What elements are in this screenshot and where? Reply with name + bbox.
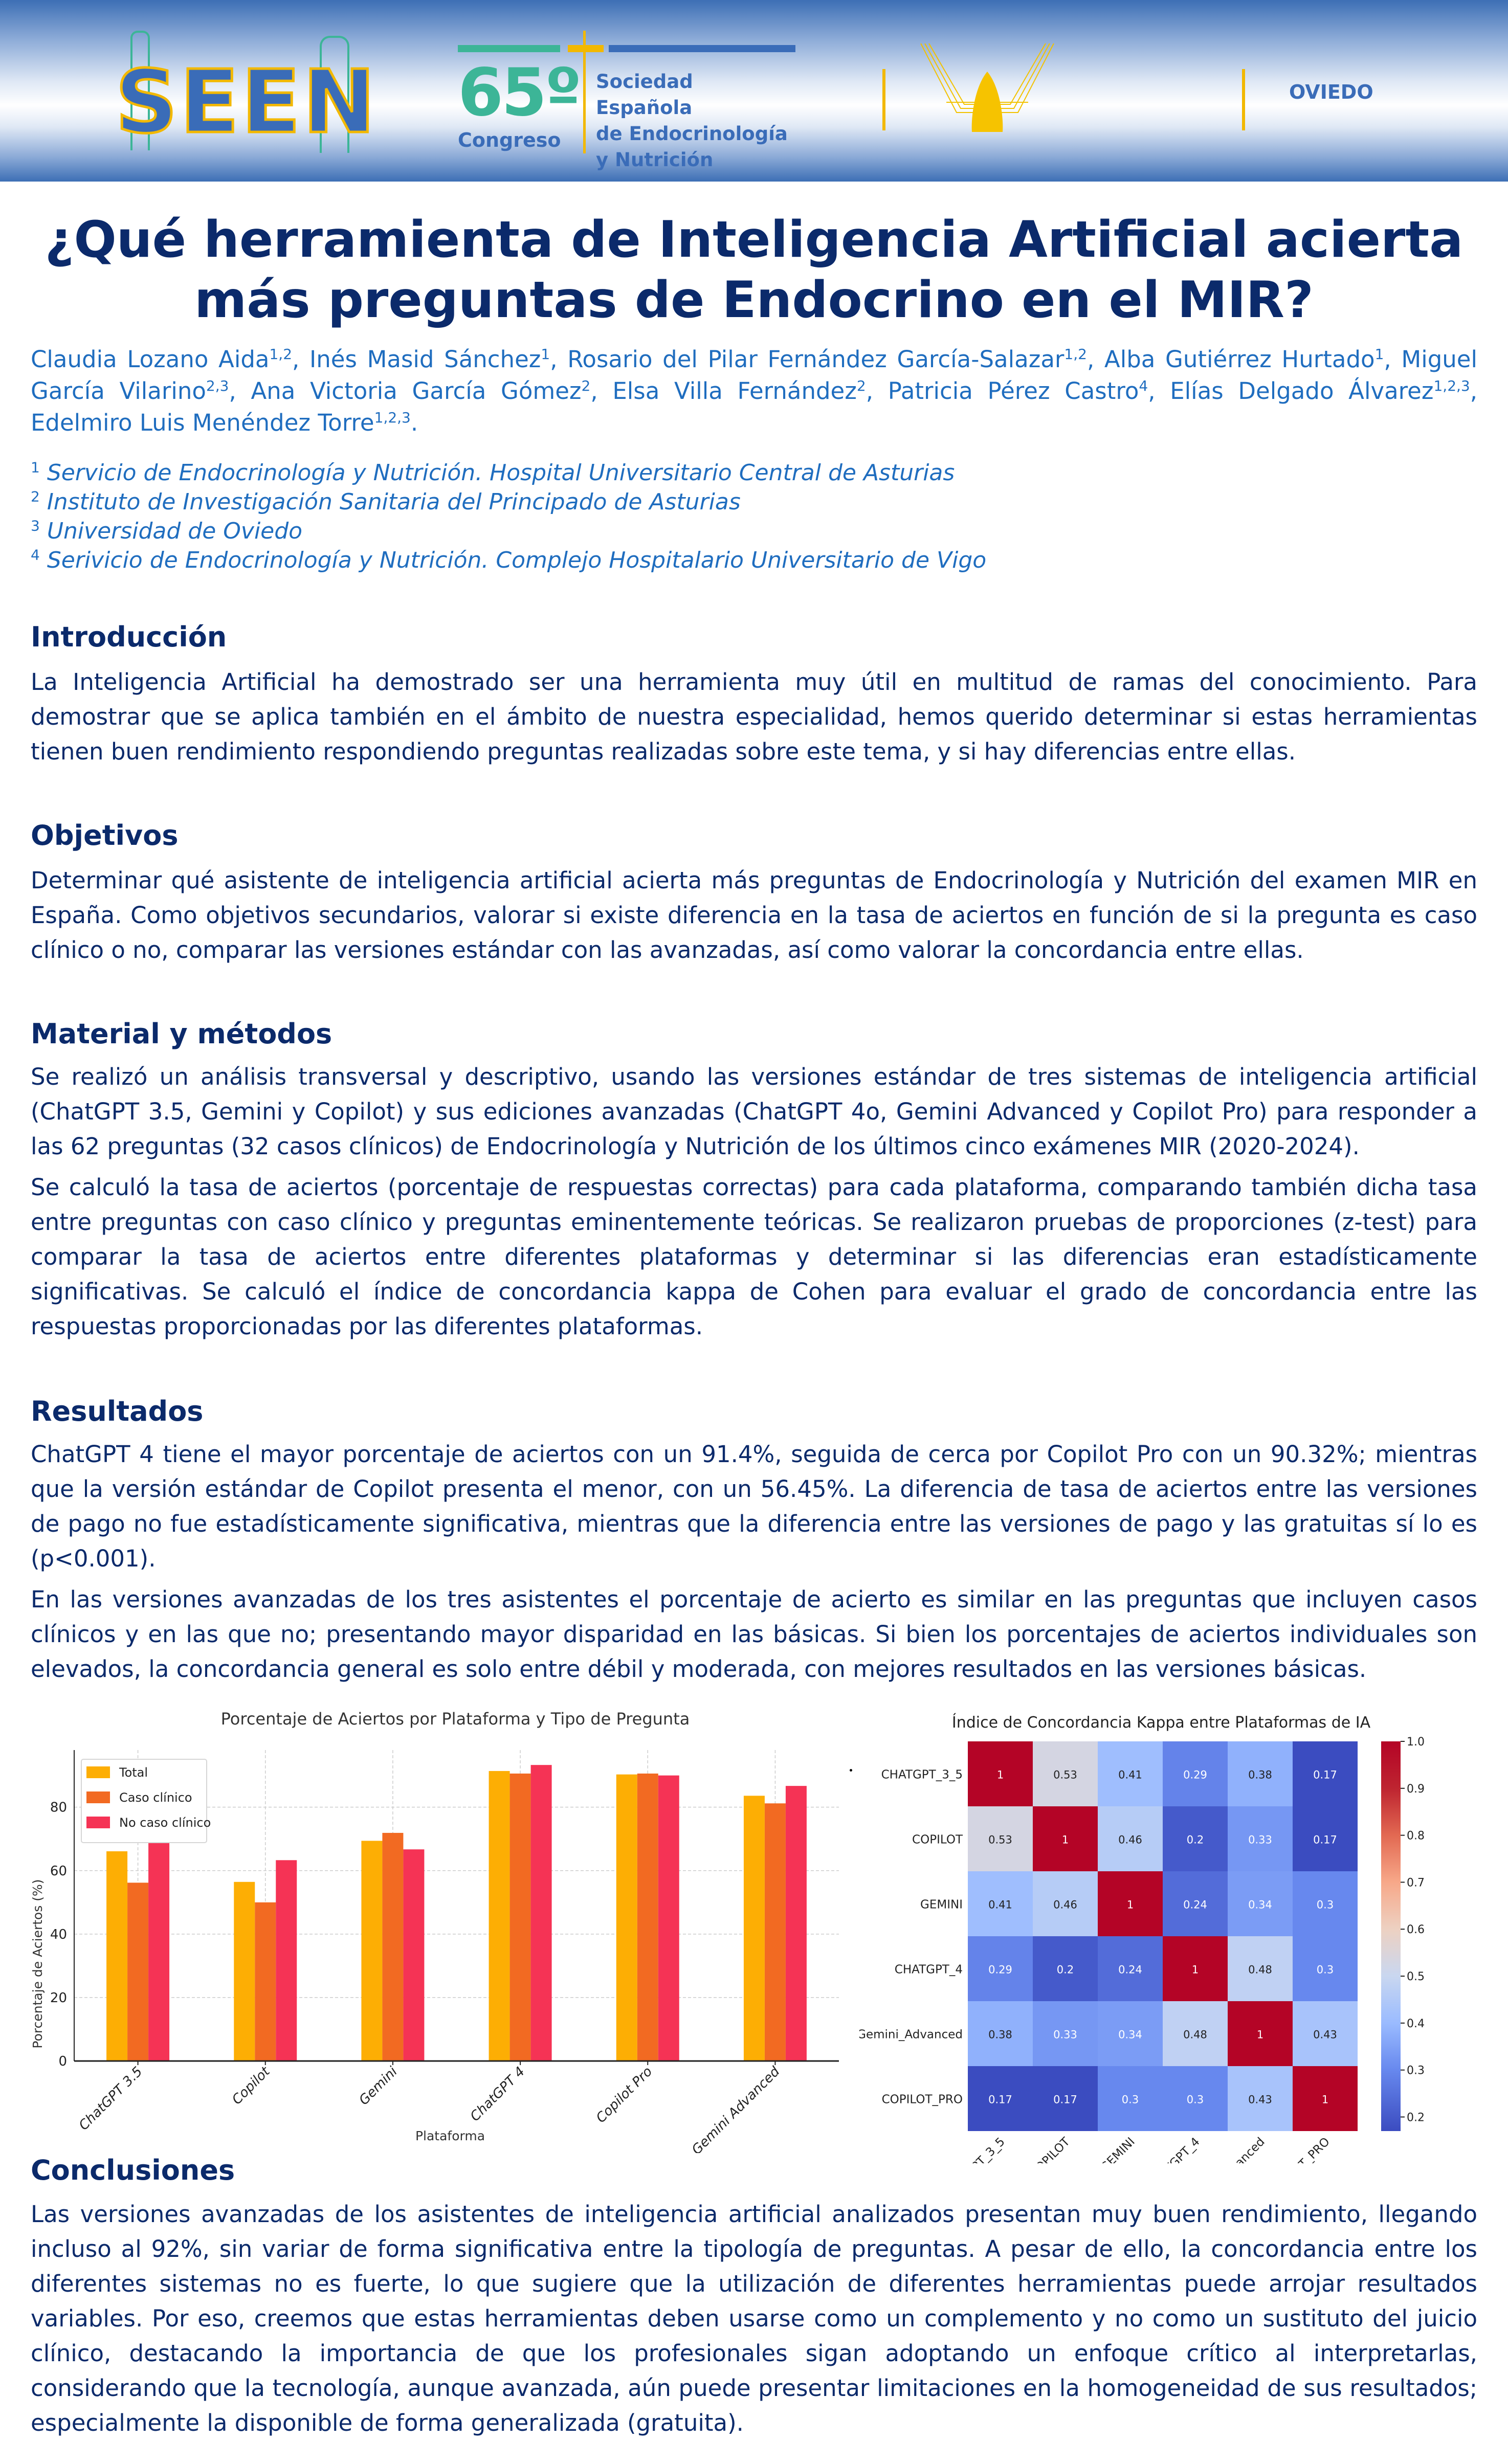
y-tick-label: 40	[50, 1927, 67, 1942]
paragraph: En las versiones avanzadas de los tres asistentes el porcentaje de acierto es similar en las preguntas que incluyen casos clínicos y en las que no; presentando mayor disparidad en las básicas. Si bien los porcentajes de aciertos individuales son elevados, la concordancia general es solo entre débil y moderada, con mejores resultados en las versiones básicas.	[31, 1586, 1477, 1683]
paragraph: Las versiones avanzadas de los asistentes de inteligencia artificial analizados presentan muy buen rendimiento, llegando incluso al 92%, sin variar de forma significativa entre la tipología de preguntas. A pesar de ello, la concordancia entre los diferentes sistemas no es fuerte, lo que sugiere que la utilización de diferentes herramientas puede arrojar resultados variables. Por eso, creemos que estas herramientas deben usarse como un complemento y no como un sustituto del juicio clínico, destacando la importancia de que los profesionales sigan adoptando un enfoque crítico al interpretarlas, considerando que la tecnología, aunque avanzada, aún puede presentar limitaciones en la homogeneidad de sus resultados; especialmente la disponible de forma generalizada (gratuita).	[31, 2201, 1477, 2436]
author-list: Claudia Lozano Aida$^{1,2}$, Inés Masid Sánchez$^1$, Rosario del Pilar Fernández García-Salazar$^{1,2}$, Alba Gutiérrez Hurtado$^1$, Miguel García Vilarino$^{2,3}$, Ana Victoria García Gómez$^2$, Elsa Villa Fernández$^2$, Patricia Pérez Castro$^4$, Elías Delgado Álvarez$^{1,2,3}$, Edelmiro Luis Menéndez Torre$^{1,2,3}$.	[31, 346, 1478, 436]
congress-number: 65º	[458, 55, 580, 131]
x-tick-label: Copilot Pro	[593, 2064, 656, 2126]
row-label: CHATGPT_4	[894, 1963, 963, 1977]
bar	[276, 1860, 297, 2061]
chart-title: Porcentaje de Aciertos por Plataforma y Tipo de Pregunta	[220, 1709, 690, 1729]
y-tick-label: 80	[50, 1800, 67, 1816]
heatmap-value: 1	[1061, 1833, 1069, 1846]
affiliation: $^3$ Universidad de Oviedo	[31, 517, 303, 544]
colorbar-tick-label: 0.6	[1407, 1923, 1425, 1937]
section-heading-resultados: Resultados	[31, 1395, 204, 1427]
society-name	[596, 69, 795, 173]
author-affiliation-marker: 1,2,3	[374, 409, 411, 426]
heatmap-value: 0.17	[988, 2093, 1012, 2106]
heatmap-value: 0.33	[1248, 1833, 1272, 1846]
colorbar-tick-label: 0.5	[1407, 1970, 1425, 1984]
heatmap-value: 0.29	[1183, 1768, 1207, 1781]
heatmap-value: 1	[996, 1768, 1004, 1781]
bar	[255, 1902, 276, 2061]
paragraph: Determinar qué asistente de inteligencia artificial acierta más preguntas de Endocrinología y Nutrición del examen MIR en España. Como objetivos secundarios, valorar si existe diferencia en la tasa de aciertos en función de si la pregunta es caso clínico o no, comparar las versiones estándar con las avanzadas, así como valorar la concordancia entre ellas.	[31, 867, 1477, 964]
heatmap-value: 0.3	[1316, 1898, 1334, 1911]
author-affiliation-marker: 2	[581, 377, 591, 394]
bar	[658, 1776, 679, 2061]
author: Alba Gutiérrez Hurtado$^1$	[1104, 346, 1384, 373]
stray-dot	[850, 1769, 852, 1772]
heatmap-value: 0.48	[1248, 1963, 1272, 1976]
author: Edelmiro Luis Menéndez Torre$^{1,2,3}$	[31, 409, 411, 436]
bar	[637, 1774, 658, 2061]
heatmap-chart	[859, 1693, 1504, 2163]
bar	[234, 1882, 255, 2061]
bar	[765, 1803, 786, 2061]
affiliation-marker: 4	[31, 546, 40, 564]
section-body-metodos	[31, 1060, 1477, 1350]
x-tick-label: Copilot	[229, 2064, 273, 2108]
colorbar-tick-label: 1.0	[1407, 1736, 1425, 1749]
section-body-conclusiones	[31, 2197, 1477, 2447]
affiliation-list	[31, 458, 1477, 575]
column-label	[941, 2135, 1008, 2163]
bar	[786, 1786, 807, 2061]
row-label: CHATGPT_3_5	[881, 1768, 963, 1782]
heatmap-value: 1	[1126, 1898, 1134, 1911]
bar	[403, 1849, 424, 2061]
heatmap-value: 0.24	[1118, 1963, 1142, 1976]
colorbar-tick-label: 0.9	[1407, 1782, 1425, 1796]
poster-title: ¿Qué herramienta de Inteligencia Artificial acierta más preguntas de Endocrino en el MIR?	[45, 211, 1463, 329]
bar	[148, 1818, 169, 2061]
heatmap-value: 0.43	[1313, 2028, 1337, 2041]
heatmap-value: 0.48	[1183, 2028, 1207, 2041]
author-affiliation-marker: 4	[1139, 377, 1148, 394]
heatmap-value: 0.41	[1118, 1768, 1142, 1781]
heatmap-value: 0.17	[1313, 1768, 1337, 1781]
author: Patricia Pérez Castro$^4$	[888, 377, 1148, 405]
legend-swatch	[86, 1766, 110, 1778]
author: Claudia Lozano Aida$^{1,2}$	[31, 346, 293, 373]
affiliation: $^2$ Instituto de Investigación Sanitaria del Principado de Asturias	[31, 488, 741, 515]
x-tick-label: ChatGPT 4	[467, 2064, 528, 2125]
heatmap-value: 0.17	[1053, 2093, 1077, 2106]
bar	[744, 1796, 765, 2061]
y-axis-label: Porcentaje de Aciertos (%)	[30, 1879, 45, 2049]
bar	[106, 1851, 127, 2061]
logo-bar-blue	[609, 45, 795, 52]
legend-label: No caso clínico	[119, 1816, 211, 1830]
y-tick-label: 60	[50, 1863, 67, 1879]
header-divider	[1242, 69, 1245, 130]
bar	[127, 1883, 148, 2061]
heatmap-value: 0.38	[988, 2028, 1012, 2041]
x-tick-label: ChatGPT 3.5	[76, 2064, 146, 2134]
society-line: Sociedad Española	[596, 71, 693, 119]
author: Elsa Villa Fernández$^2$	[612, 377, 866, 405]
logo-bar-green	[458, 45, 560, 52]
column-label	[1145, 2135, 1203, 2163]
seen-logo	[110, 31, 378, 153]
y-tick-label: 0	[58, 2054, 67, 2069]
bar	[616, 1775, 637, 2061]
bar	[531, 1765, 552, 2061]
affiliation-marker: 3	[31, 517, 40, 534]
header-banner	[0, 0, 1508, 182]
author-affiliation-marker: 1,2	[1064, 346, 1087, 363]
row-label: GEMINI	[920, 1898, 963, 1912]
y-tick-label: 20	[50, 1990, 67, 2006]
city-label: OVIEDO	[1289, 81, 1373, 103]
heatmap-value: 0.38	[1248, 1768, 1272, 1781]
seen-logo-text: SEEN	[115, 52, 378, 153]
heatmap-value: 1	[1191, 1963, 1199, 1976]
heatmap-value: 0.53	[1053, 1768, 1077, 1781]
section-body-introduccion	[31, 665, 1477, 775]
congress-logo	[458, 31, 795, 171]
author-affiliation-marker: 1,2,3	[1433, 377, 1470, 394]
legend-swatch	[86, 1791, 110, 1803]
section-heading-objetivos: Objetivos	[31, 819, 179, 852]
bar	[510, 1774, 531, 2061]
heatmap-value: 0.2	[1056, 1963, 1074, 1976]
row-label: COPILOT	[912, 1833, 963, 1847]
column-label: COPILOT	[1027, 2135, 1073, 2163]
colorbar-tick-label: 0.7	[1407, 1876, 1425, 1890]
author-affiliation-marker: 1	[1374, 346, 1384, 363]
heatmap-value: 0.3	[1186, 2093, 1204, 2106]
calatrava-building-icon	[916, 41, 1059, 143]
colorbar-tick-label: 0.4	[1407, 2017, 1425, 2030]
heatmap-value: 0.24	[1183, 1898, 1207, 1911]
affiliation-marker: 2	[31, 488, 40, 505]
heatmap-value: 0.3	[1121, 2093, 1139, 2106]
heatmap-value: 0.41	[988, 1898, 1012, 1911]
author: Inés Masid Sánchez$^1$	[309, 346, 550, 373]
society-line: de Endocrinología	[596, 123, 788, 145]
author-affiliation-marker: 1,2	[269, 346, 293, 363]
legend-swatch	[86, 1817, 110, 1828]
bar	[489, 1771, 510, 2061]
paragraph: Se realizó un análisis transversal y descriptivo, usando las versiones estándar de tres sistemas de inteligencia artificial (ChatGPT 3.5, Gemini y Copilot) y sus ediciones avanzadas (ChatGPT 4o, Gemini Advanced y Copilot Pro) para responder a las 62 preguntas (32 casos clínicos) de Endocrinología y Nutrición de los últimos cinco exámenes MIR (2020-2024).	[31, 1063, 1477, 1160]
section-heading-metodos: Material y métodos	[31, 1018, 332, 1050]
heatmap-value: 0.33	[1053, 2028, 1077, 2041]
colorbar-tick-label: 0.2	[1407, 2111, 1425, 2124]
author: Ana Victoria García Gómez$^2$	[251, 377, 591, 405]
author-affiliation-marker: 1	[541, 346, 550, 363]
author: Elías Delgado Álvarez$^{1,2,3}$	[1170, 377, 1470, 405]
colorbar-tick-label: 0.3	[1407, 2064, 1425, 2077]
heatmap-value: 0.46	[1118, 1833, 1142, 1846]
heatmap-value: 0.34	[1248, 1898, 1272, 1911]
affiliation: $^4$ Serivicio de Endocrinología y Nutrición. Complejo Hospitalario Universitario de Vigo	[31, 546, 987, 573]
column-label: GEMINI	[1098, 2135, 1138, 2163]
heatmap-value: 0.3	[1316, 1963, 1334, 1976]
affiliation-marker: 1	[31, 459, 40, 476]
heatmap-value: 0.34	[1118, 2028, 1142, 2041]
section-body-resultados	[31, 1437, 1477, 1693]
logo-bar-yellow	[568, 45, 604, 52]
heatmap-value: 1	[1256, 2028, 1264, 2041]
colorbar-tick-label: 0.8	[1407, 1829, 1425, 1843]
author-affiliation-marker: 2,3	[206, 377, 229, 394]
section-body-objetivos	[31, 863, 1477, 974]
x-axis-label: Plataforma	[415, 2129, 485, 2143]
bar-chart	[20, 1703, 859, 2153]
paragraph: ChatGPT 4 tiene el mayor porcentaje de aciertos con un 91.4%, seguida de cerca por Copilot Pro con un 90.32%; mientras que la versión estándar de Copilot presenta el menor, con un 56.45%. La diferencia de tasa de aciertos entre las versiones de pago no fue estadísticamente significativa, mientras que la diferencia entre las versiones de pago y las gratuitas sí lo es (p<0.001).	[31, 1441, 1477, 1572]
heatmap-value: 1	[1321, 2093, 1329, 2106]
author-affiliation-marker: 2	[856, 377, 866, 394]
society-line: y Nutrición	[596, 149, 714, 171]
logo-divider	[583, 31, 586, 153]
x-tick-label: Gemini Advanced	[689, 2064, 783, 2153]
affiliation: $^1$ Servicio de Endocrinología y Nutrición. Hospital Universitario Central de Asturias	[31, 459, 955, 486]
x-tick-label: Gemini	[356, 2064, 401, 2109]
author: Miguel García Vilarino$^{2,3}$	[31, 346, 1477, 405]
section-heading-introduccion: Introducción	[31, 621, 227, 653]
heatmap-value: 0.29	[988, 1963, 1012, 1976]
congress-label: Congreso	[458, 129, 561, 151]
column-label	[1266, 2135, 1332, 2163]
bar-chart-svg	[20, 1703, 859, 2153]
legend-label: Caso clínico	[119, 1790, 192, 1805]
paragraph: Se calculó la tasa de aciertos (porcentaje de respuestas correctas) para cada plataforma, comparando también dicha tasa entre preguntas con caso clínico y preguntas eminentemente teóricas. Se realizaron pruebas de proporciones (z-test) para comparar la tasa de aciertos entre diferentes plataformas y determinar si las diferencias eran estadísticamente significativas. Se calculó el índice de concordancia kappa de Cohen para evaluar el grado de concordancia entre las respuestas proporcionadas por las diferentes plataformas.	[31, 1174, 1477, 1340]
legend-label: Total	[119, 1765, 148, 1780]
section-heading-conclusiones: Conclusiones	[31, 2154, 235, 2186]
bar	[382, 1833, 403, 2061]
heatmap-value: 0.53	[988, 1833, 1012, 1846]
heatmap-svg	[859, 1693, 1504, 2163]
heatmap-value: 0.43	[1248, 2093, 1272, 2106]
heatmap-value: 0.2	[1186, 1833, 1204, 1846]
colorbar	[1381, 1741, 1401, 2131]
paragraph: La Inteligencia Artificial ha demostrado ser una herramienta muy útil en multitud de ramas del conocimiento. Para demostrar que se aplica también en el ámbito de nuestra especialidad, hemos querido determinar si estas herramientas tienen buen rendimiento respondiendo preguntas realizadas sobre este tema, y si hay diferencias entre ellas.	[31, 668, 1477, 765]
bar	[361, 1841, 382, 2061]
author: Rosario del Pilar Fernández García-Salazar$^{1,2}$	[567, 346, 1087, 373]
row-label: Gemini_Advanced	[859, 2028, 963, 2042]
header-divider	[882, 69, 885, 130]
heatmap-value: 0.46	[1053, 1898, 1077, 1911]
row-label: COPILOT_PRO	[881, 2093, 963, 2107]
chart-title: Índice de Concordancia Kappa entre Plataformas de IA	[951, 1714, 1371, 1732]
heatmap-value: 0.17	[1313, 1833, 1337, 1846]
